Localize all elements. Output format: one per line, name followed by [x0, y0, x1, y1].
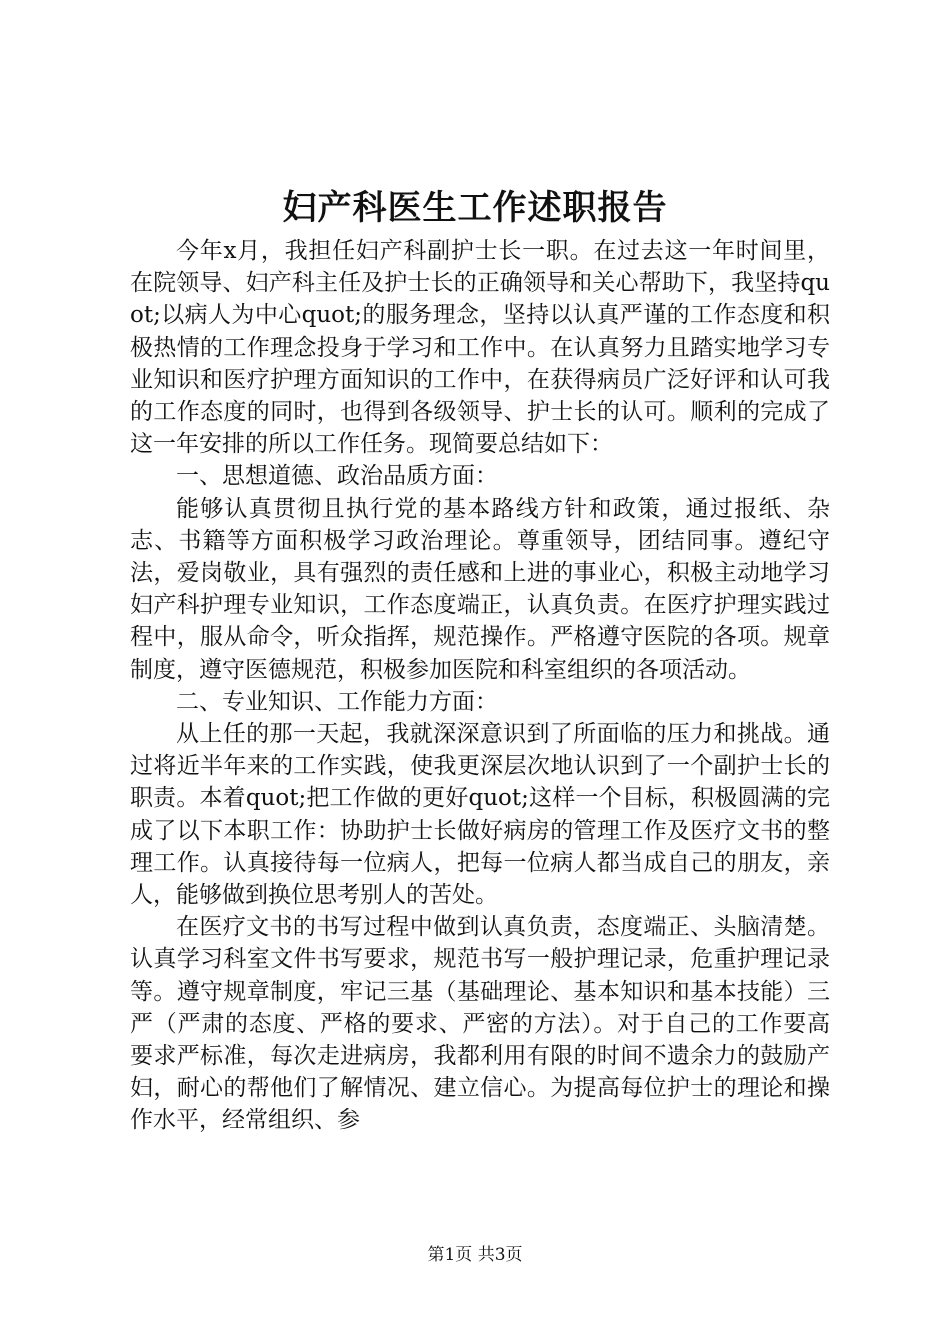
intro-paragraph: 今年x月，我担任妇产科副护士长一职。在过去这一年时间里，在院领导、妇产科主任及护士长的正确领导和关心帮助下，我坚持quot;以病人为中心quot;的服务理念，坚持以认真严谨的工作态度和积极热情的工作理念投身于学习和工作中。在认真努力且踏实地学习专业知识和医疗护理方面知识的工作中，在获得病员广泛好评和认可我的工作态度的同时，也得到各级领导、护士长的认可。顺利的完成了这一年安排的所以工作任务。现简要总结如下：	[130, 238, 830, 458]
section-2-paragraph-2: 在医疗文书的书写过程中做到认真负责，态度端正、头脑清楚。认真学习科室文件书写要求，规范书写一般护理记录，危重护理记录等。遵守规章制度，牢记三基（基础理论、基本知识和基本技能）三严（严肃的态度、严格的要求、严密的方法）。对于自己的工作要高要求严标准，每次走进病房，我都利用有限的时间不遗余力的鼓励产妇，耐心的帮他们了解情况、建立信心。为提高每位护士的理论和操作水平，经常组织、参	[130, 914, 830, 1134]
document-body	[130, 235, 830, 1137]
section-heading-2: 二、专业知识、工作能力方面：	[176, 688, 498, 715]
section-1-paragraph: 能够认真贯彻且执行党的基本路线方针和政策，通过报纸、杂志、书籍等方面积极学习政治理论。尊重领导，团结同事。遵纪守法，爱岗敬业，具有强烈的责任感和上进的事业心，积极主动地学习妇产科护理专业知识，工作态度端正，认真负责。在医疗护理实践过程中，服从命令，听众指挥，规范操作。严格遵守医院的各项。规章制度，遵守医德规范，积极参加医院和科室组织的各项活动。	[130, 495, 830, 683]
document-title: 妇产科医生工作述职报告	[282, 188, 668, 228]
section-heading-1: 一、思想道德、政治品质方面：	[176, 463, 498, 490]
section-2-paragraph-1: 从上任的那一天起，我就深深意识到了所面临的压力和挑战。通过将近半年来的工作实践，使我更深层次地认识到了一个副护士长的职责。本着quot;把工作做的更好quot;这样一个目标，积极圆满的完成了以下本职工作：协助护士长做好病房的管理工作及医疗文书的整理工作。认真接待每一位病人，把每一位病人都当成自己的朋友，亲人，能够做到换位思考别人的苦处。	[130, 721, 830, 909]
page-footer: 第1页 共3页	[427, 1245, 523, 1265]
